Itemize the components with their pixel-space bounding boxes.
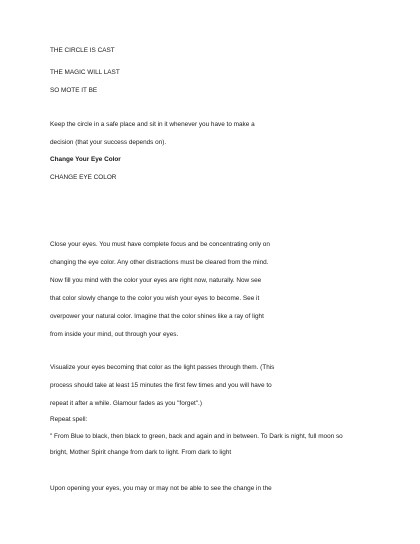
section-heading: Change Your Eye Color	[50, 156, 121, 163]
spell-line-1: " From Blue to black, then black to green, back and again and in between. To Dark is night, full moon so	[50, 433, 343, 440]
closing-line-1: Upon opening your eyes, you may or may not be able to see the change in the	[50, 485, 272, 492]
intro-line-1: Keep the circle in a safe place and sit in it whenever you have to make a	[50, 121, 255, 128]
paragraph1-line-2: changing the eye color. Any other distractions must be cleared from the mind.	[50, 259, 269, 266]
chant-line-1: THE CIRCLE IS CAST	[50, 47, 115, 54]
chant-line-2: THE MAGIC WILL LAST	[50, 69, 120, 76]
paragraph2-line-3: repeat it after a while. Glamour fades as you "forget".)	[50, 400, 202, 407]
repeat-label: Repeat spell:	[50, 416, 88, 423]
paragraph1-line-6: from inside your mind, out through your eyes.	[50, 331, 179, 338]
paragraph1-line-1: Close your eyes. You must have complete focus and be concentrating only on	[50, 241, 270, 248]
paragraph1-line-3: Now fill you mind with the color your eyes are right now, naturally. Now see	[50, 277, 262, 284]
paragraph1-line-4: that color slowly change to the color you wish your eyes to become. See it	[50, 295, 260, 302]
intro-line-2: decision (that your success depends on).	[50, 139, 167, 146]
paragraph2-line-1: Visualize your eyes becoming that color as the light passes through them. (This	[50, 364, 275, 371]
paragraph2-line-2: process should take at least 15 minutes the first few times and you will have to	[50, 382, 272, 389]
spell-line-2: bright, Mother Spirit change from dark to light. From dark to light	[50, 449, 232, 456]
section-subheading: CHANGE EYE COLOR	[50, 174, 117, 181]
paragraph1-line-5: overpower your natural color. Imagine that the color shines like a ray of light	[50, 313, 264, 320]
chant-line-3: SO MOTE IT BE	[50, 87, 98, 94]
